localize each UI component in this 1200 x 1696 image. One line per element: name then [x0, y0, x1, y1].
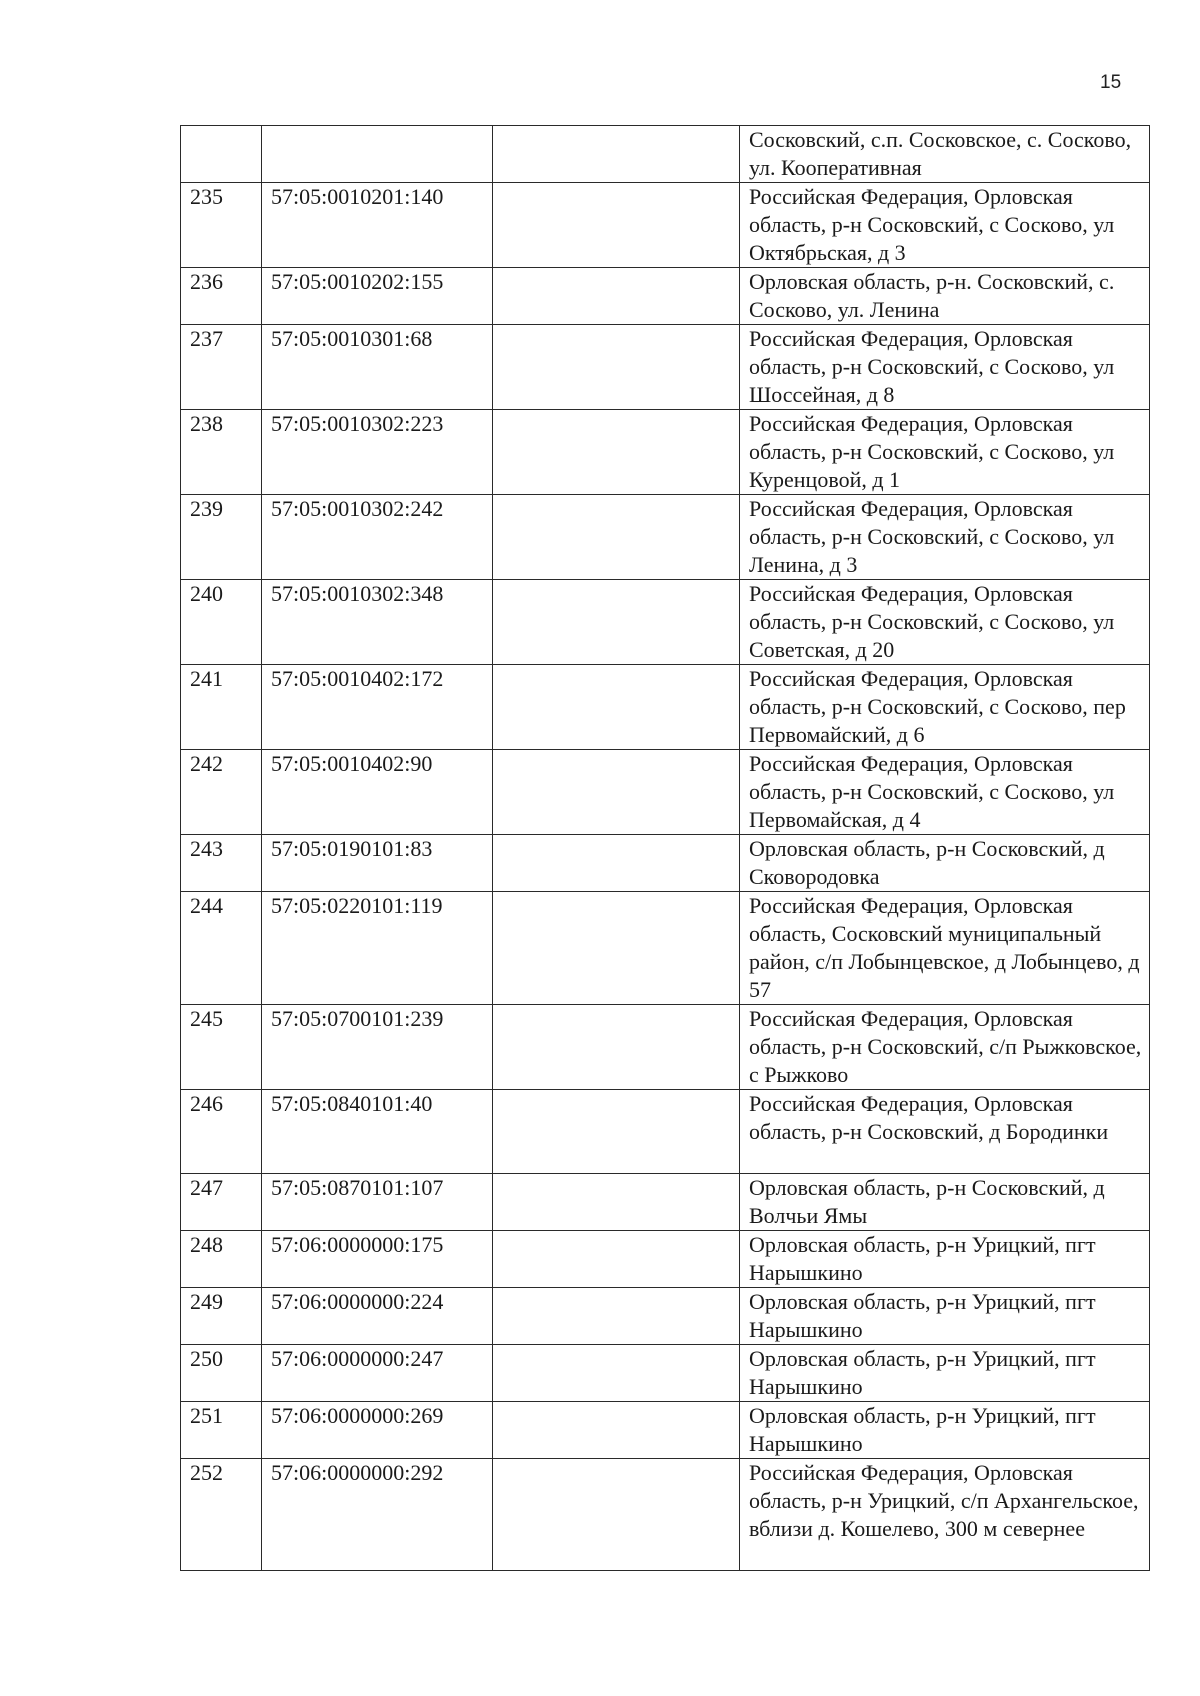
cadastral-number-cell: 57:05:0010202:155	[262, 268, 493, 325]
address-cell: Орловская область, р-н Урицкий, пгт Нарышкино	[740, 1288, 1150, 1345]
empty-cell	[493, 665, 740, 750]
row-number-cell: 245	[181, 1005, 262, 1090]
table-row	[181, 892, 1150, 1005]
empty-cell	[493, 1231, 740, 1288]
table-row	[181, 1288, 1150, 1345]
row-number-cell: 242	[181, 750, 262, 835]
empty-cell	[493, 892, 740, 1005]
cadastral-number-cell: 57:06:0000000:292	[262, 1459, 493, 1571]
table-row	[181, 183, 1150, 268]
row-number-cell: 236	[181, 268, 262, 325]
table-row	[181, 126, 1150, 183]
address-cell: Орловская область, р-н Сосковский, д Сковородовка	[740, 835, 1150, 892]
address-cell: Российская Федерация, Орловская область, Сосковский муниципальный район, с/п Лобынцевское, д Лобынцево, д 57	[740, 892, 1150, 1005]
row-number-cell: 241	[181, 665, 262, 750]
empty-cell	[493, 580, 740, 665]
table-row	[181, 410, 1150, 495]
land-plot-table	[180, 125, 1150, 1571]
cadastral-number-cell: 57:05:0700101:239	[262, 1005, 493, 1090]
empty-cell	[493, 183, 740, 268]
table-row	[181, 665, 1150, 750]
table-row	[181, 1459, 1150, 1571]
cadastral-number-cell: 57:05:0870101:107	[262, 1174, 493, 1231]
address-cell: Российская Федерация, Орловская область, р-н Сосковский, с Сосково, ул Шоссейная, д 8	[740, 325, 1150, 410]
cadastral-number-cell: 57:06:0000000:247	[262, 1345, 493, 1402]
table-row	[181, 750, 1150, 835]
address-cell: Орловская область, р-н Урицкий, пгт Нарышкино	[740, 1231, 1150, 1288]
row-number-cell: 240	[181, 580, 262, 665]
empty-cell	[493, 1459, 740, 1571]
cadastral-number-cell	[262, 126, 493, 183]
table-row	[181, 1402, 1150, 1459]
table-row	[181, 835, 1150, 892]
table-row	[181, 1345, 1150, 1402]
row-number-cell: 246	[181, 1090, 262, 1174]
cadastral-number-cell: 57:05:0010201:140	[262, 183, 493, 268]
cadastral-number-cell: 57:05:0840101:40	[262, 1090, 493, 1174]
empty-cell	[493, 750, 740, 835]
empty-cell	[493, 268, 740, 325]
empty-cell	[493, 1005, 740, 1090]
address-cell: Орловская область, р-н Сосковский, д Волчьи Ямы	[740, 1174, 1150, 1231]
table-row	[181, 268, 1150, 325]
row-number-cell	[181, 126, 262, 183]
cadastral-number-cell: 57:06:0000000:269	[262, 1402, 493, 1459]
table-row	[181, 1174, 1150, 1231]
address-cell: Орловская область, р-н Урицкий, пгт Нарышкино	[740, 1345, 1150, 1402]
row-number-cell: 239	[181, 495, 262, 580]
address-cell: Российская Федерация, Орловская область, р-н Сосковский, с Сосково, ул Первомайская, д 4	[740, 750, 1150, 835]
address-cell: Российская Федерация, Орловская область, р-н Урицкий, с/п Архангельское, вблизи д. Кошелево, 300 м севернее	[740, 1459, 1150, 1571]
empty-cell	[493, 1174, 740, 1231]
row-number-cell: 250	[181, 1345, 262, 1402]
row-number-cell: 244	[181, 892, 262, 1005]
cadastral-number-cell: 57:05:0220101:119	[262, 892, 493, 1005]
table-row	[181, 325, 1150, 410]
row-number-cell: 243	[181, 835, 262, 892]
cadastral-number-cell: 57:05:0010302:223	[262, 410, 493, 495]
address-cell: Российская Федерация, Орловская область, р-н Сосковский, с Сосково, ул Ленина, д 3	[740, 495, 1150, 580]
table-row	[181, 1090, 1150, 1174]
row-number-cell: 249	[181, 1288, 262, 1345]
address-cell: Российская Федерация, Орловская область, р-н Сосковский, с Сосково, ул Куренцовой, д 1	[740, 410, 1150, 495]
cadastral-number-cell: 57:05:0010301:68	[262, 325, 493, 410]
cadastral-number-cell: 57:05:0010302:242	[262, 495, 493, 580]
address-cell: Российская Федерация, Орловская область, р-н Сосковский, с/п Рыжковское, с Рыжково	[740, 1005, 1150, 1090]
empty-cell	[493, 835, 740, 892]
cadastral-number-cell: 57:05:0010402:172	[262, 665, 493, 750]
address-cell: Сосковский, с.п. Сосковское, с. Сосково, ул. Кооперативная	[740, 126, 1150, 183]
empty-cell	[493, 1090, 740, 1174]
cadastral-number-cell: 57:05:0190101:83	[262, 835, 493, 892]
row-number-cell: 252	[181, 1459, 262, 1571]
table-row	[181, 495, 1150, 580]
row-number-cell: 247	[181, 1174, 262, 1231]
address-cell: Российская Федерация, Орловская область, р-н Сосковский, д Бородинки	[740, 1090, 1150, 1174]
empty-cell	[493, 1288, 740, 1345]
row-number-cell: 237	[181, 325, 262, 410]
cadastral-number-cell: 57:06:0000000:175	[262, 1231, 493, 1288]
cadastral-number-cell: 57:06:0000000:224	[262, 1288, 493, 1345]
table-row	[181, 580, 1150, 665]
address-cell: Орловская область, р-н. Сосковский, с. Сосково, ул. Ленина	[740, 268, 1150, 325]
empty-cell	[493, 1345, 740, 1402]
table-row	[181, 1005, 1150, 1090]
empty-cell	[493, 410, 740, 495]
row-number-cell: 248	[181, 1231, 262, 1288]
table-row	[181, 1231, 1150, 1288]
page-number: 15	[1100, 72, 1122, 93]
address-cell: Российская Федерация, Орловская область, р-н Сосковский, с Сосково, ул Октябрьская, д 3	[740, 183, 1150, 268]
row-number-cell: 238	[181, 410, 262, 495]
empty-cell	[493, 126, 740, 183]
address-cell: Российская Федерация, Орловская область, р-н Сосковский, с Сосково, ул Советская, д 20	[740, 580, 1150, 665]
cadastral-number-cell: 57:05:0010302:348	[262, 580, 493, 665]
address-cell: Орловская область, р-н Урицкий, пгт Нарышкино	[740, 1402, 1150, 1459]
row-number-cell: 235	[181, 183, 262, 268]
address-cell: Российская Федерация, Орловская область, р-н Сосковский, с Сосково, пер Первомайский, д 6	[740, 665, 1150, 750]
empty-cell	[493, 1402, 740, 1459]
empty-cell	[493, 325, 740, 410]
cadastral-number-cell: 57:05:0010402:90	[262, 750, 493, 835]
empty-cell	[493, 495, 740, 580]
row-number-cell: 251	[181, 1402, 262, 1459]
